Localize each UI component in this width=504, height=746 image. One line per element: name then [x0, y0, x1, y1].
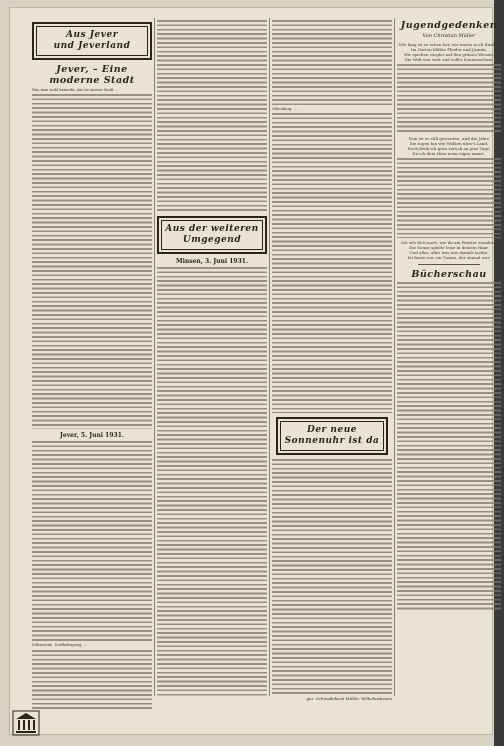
poem-line: Ist heute nur ein Traum, der einmal war.: [407, 255, 491, 260]
article-body-text: [157, 267, 267, 697]
article-heading: Jever, – Eine moderne Stadt: [49, 64, 135, 86]
article-body-text: [272, 113, 392, 413]
poem-line: Ich seh dich noch, wie du am Fenster standest,: [401, 240, 497, 245]
poem-line: Nun ist es still geworden, und die Jahre: [408, 136, 490, 141]
dateline: Jever, 5. Juni 1931.: [60, 432, 124, 440]
article-heading: Der neue Sonnenuhr ist da: [284, 425, 380, 447]
section-header-line-1: Aus der weiteren: [165, 224, 259, 234]
poem-stanza-text: [397, 158, 501, 238]
article-intro: Was man wohl bemerkt, das ist unsere Stadt ...: [32, 88, 118, 92]
poem-line: Sie zogen hin wie Wolken über's Land,: [409, 141, 489, 146]
dateline: Minsen, 3. Juni 1931.: [175, 258, 249, 265]
section-header-box: [157, 216, 267, 254]
poem-line: Da ich dein Herz mein eigen nannt'.: [412, 151, 486, 156]
poem-author: Von Christian Müller: [422, 33, 476, 39]
article-body-text: [32, 94, 152, 429]
poem-body: [397, 136, 501, 156]
column-3: [272, 18, 392, 703]
article-body-text: [32, 441, 152, 641]
poem-line: Doch denk ich gern zurück an jene Tage,: [407, 146, 491, 151]
column-rule: [269, 18, 270, 696]
library-logo-icon: [12, 710, 40, 736]
poem-line: Wir spielten sorglos auf den grünen Wiesen,: [403, 52, 495, 57]
column-4: [397, 18, 501, 614]
section-lead: Oldenburg. ...: [272, 107, 298, 111]
article-heading-box: [276, 417, 388, 455]
poem-line: Die Sonne spielte leise in deinem Haar,: [409, 245, 489, 250]
article-signature: gez. Schmadebeck Müller, Wilhelmshaven: [306, 696, 392, 702]
column-2: [157, 18, 267, 699]
poem-title: Jugendgedenken: [400, 20, 498, 31]
poem-line: Die Welt war weit und voller Sonnenschein.: [404, 57, 494, 62]
poem-line: Im Garten blühte Flieder und Jasmin,: [411, 47, 487, 52]
poem-stanza-text: [397, 64, 501, 134]
poem-line: Wie lang ist es schon her, wir waren noch Kinder,: [398, 42, 500, 47]
column-rule: [154, 18, 155, 696]
poem-body: [397, 42, 501, 62]
article-body-text: [397, 282, 501, 612]
article-body-text: [272, 20, 392, 105]
books-heading: Bücherschau: [411, 269, 487, 280]
section-note: Sillenstede. Dorfbefragung. ...: [32, 643, 88, 648]
column-1: [32, 18, 152, 712]
poem-line: Und alles, alles was uns damals lachte,: [409, 250, 489, 255]
section-header-line-2: Umgegend: [182, 235, 242, 245]
article-body-text: [272, 459, 392, 694]
divider: [418, 264, 480, 265]
poem-body: [397, 240, 501, 260]
section-header-line-2: und Jeverland: [53, 41, 131, 51]
section-header-line-1: Aus Jever: [66, 30, 118, 40]
section-header-box: [32, 22, 152, 60]
column-rule: [394, 18, 395, 696]
article-body-text: [157, 20, 267, 212]
article-body-text: [32, 650, 152, 710]
